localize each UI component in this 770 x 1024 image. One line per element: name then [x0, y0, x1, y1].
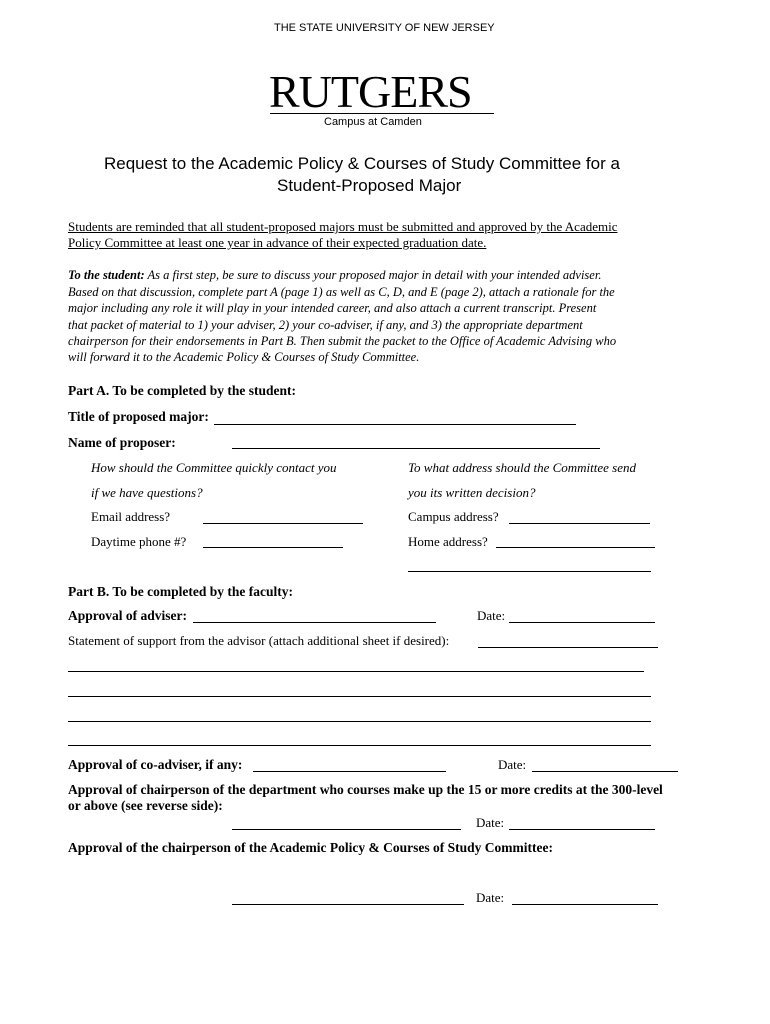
instructions-line-6: will forward it to the Academic Policy & Courses of Study Committee. — [68, 350, 420, 364]
email-label: Email address? — [91, 509, 171, 524]
university-name: THE STATE UNIVERSITY OF NEW JERSEY — [274, 22, 495, 34]
instructions-line-5: chairperson for their endorsements in Part B. Then submit the packet to the Office of Academic Advising who — [68, 334, 617, 348]
statement-field[interactable] — [478, 647, 658, 648]
committee-chair-date-label: Date: — [476, 890, 505, 905]
form-title-line-1: Request to the Academic Policy & Courses of Study Committee for a — [104, 154, 620, 173]
logo-underline — [270, 113, 494, 114]
committee-chair-signature-field[interactable] — [232, 904, 464, 905]
committee-chair-date-field[interactable] — [512, 904, 658, 905]
instructions-line-3: major including any role it will play in your intended career, and also attach a current transcript. Present — [68, 301, 597, 315]
name-of-proposer-field[interactable] — [232, 448, 600, 449]
part-a-heading: Part A. To be completed by the student: — [68, 383, 297, 398]
title-of-major-field[interactable] — [214, 424, 576, 425]
statement-field-line-4[interactable] — [68, 721, 651, 722]
coadviser-date-label: Date: — [498, 757, 527, 772]
statement-field-line-3[interactable] — [68, 696, 651, 697]
campus-address-label: Campus address? — [408, 509, 499, 524]
home-address-field[interactable] — [496, 547, 655, 548]
statement-field-line-2[interactable] — [68, 671, 644, 672]
reminder-line-1: Students are reminded that all student-proposed majors must be submitted and approved by the Academic — [68, 219, 618, 234]
campus-name: Campus at Camden — [324, 116, 422, 128]
adviser-date-field[interactable] — [509, 622, 655, 623]
department-chair-signature-field[interactable] — [232, 829, 461, 830]
contact-question-line-2: if we have questions? — [91, 485, 203, 500]
coadviser-approval-field[interactable] — [253, 771, 446, 772]
daytime-phone-field[interactable] — [203, 547, 343, 548]
part-b-heading: Part B. To be completed by the faculty: — [68, 584, 293, 599]
email-field[interactable] — [203, 523, 363, 524]
instructions-lead: To the student: — [68, 268, 145, 282]
department-chair-date-label: Date: — [476, 815, 505, 830]
address-question-line-2: you its written decision? — [408, 485, 536, 500]
coadviser-approval-label: Approval of co-adviser, if any: — [68, 757, 243, 772]
statement-field-line-5[interactable] — [68, 745, 651, 746]
department-chair-label-line-2: or above (see reverse side): — [68, 798, 223, 813]
reminder-line-2: Policy Committee at least one year in advance of their expected graduation date. — [68, 235, 487, 250]
adviser-approval-label: Approval of adviser: — [68, 608, 188, 623]
form-title-line-2: Student-Proposed Major — [277, 176, 462, 195]
statement-label: Statement of support from the advisor (attach additional sheet if desired): — [68, 633, 450, 648]
department-chair-date-field[interactable] — [509, 829, 655, 830]
instructions-line-1 — [68, 268, 601, 283]
title-of-major-label: Title of proposed major: — [68, 409, 209, 424]
coadviser-date-field[interactable] — [532, 771, 678, 772]
instructions-line-1-text: As a first step, be sure to discuss your proposed major in detail with your intended adviser. — [144, 268, 602, 282]
name-of-proposer-label: Name of proposer: — [68, 435, 176, 450]
home-address-label: Home address? — [408, 534, 488, 549]
rutgers-logo: RUTGERS — [269, 66, 472, 117]
instructions-line-2: Based on that discussion, complete part A (page 1) as well as C, D, and E (page 2), attach a rationale for the — [68, 285, 615, 299]
daytime-phone-label: Daytime phone #? — [91, 534, 187, 549]
instructions-line-4: that packet of material to 1) your adviser, 2) your co-adviser, if any, and 3) the appropriate department — [68, 318, 583, 332]
department-chair-label-line-1: Approval of chairperson of the department who courses make up the 15 or more credits at the 300-level — [68, 782, 663, 797]
contact-question-line-1: How should the Committee quickly contact you — [91, 460, 337, 475]
home-address-field-line-2[interactable] — [408, 571, 651, 572]
committee-chair-label: Approval of the chairperson of the Academic Policy & Courses of Study Committee: — [68, 840, 553, 855]
campus-address-field[interactable] — [509, 523, 650, 524]
adviser-date-label: Date: — [477, 608, 506, 623]
adviser-approval-field[interactable] — [193, 622, 436, 623]
address-question-line-1: To what address should the Committee send — [408, 460, 636, 475]
